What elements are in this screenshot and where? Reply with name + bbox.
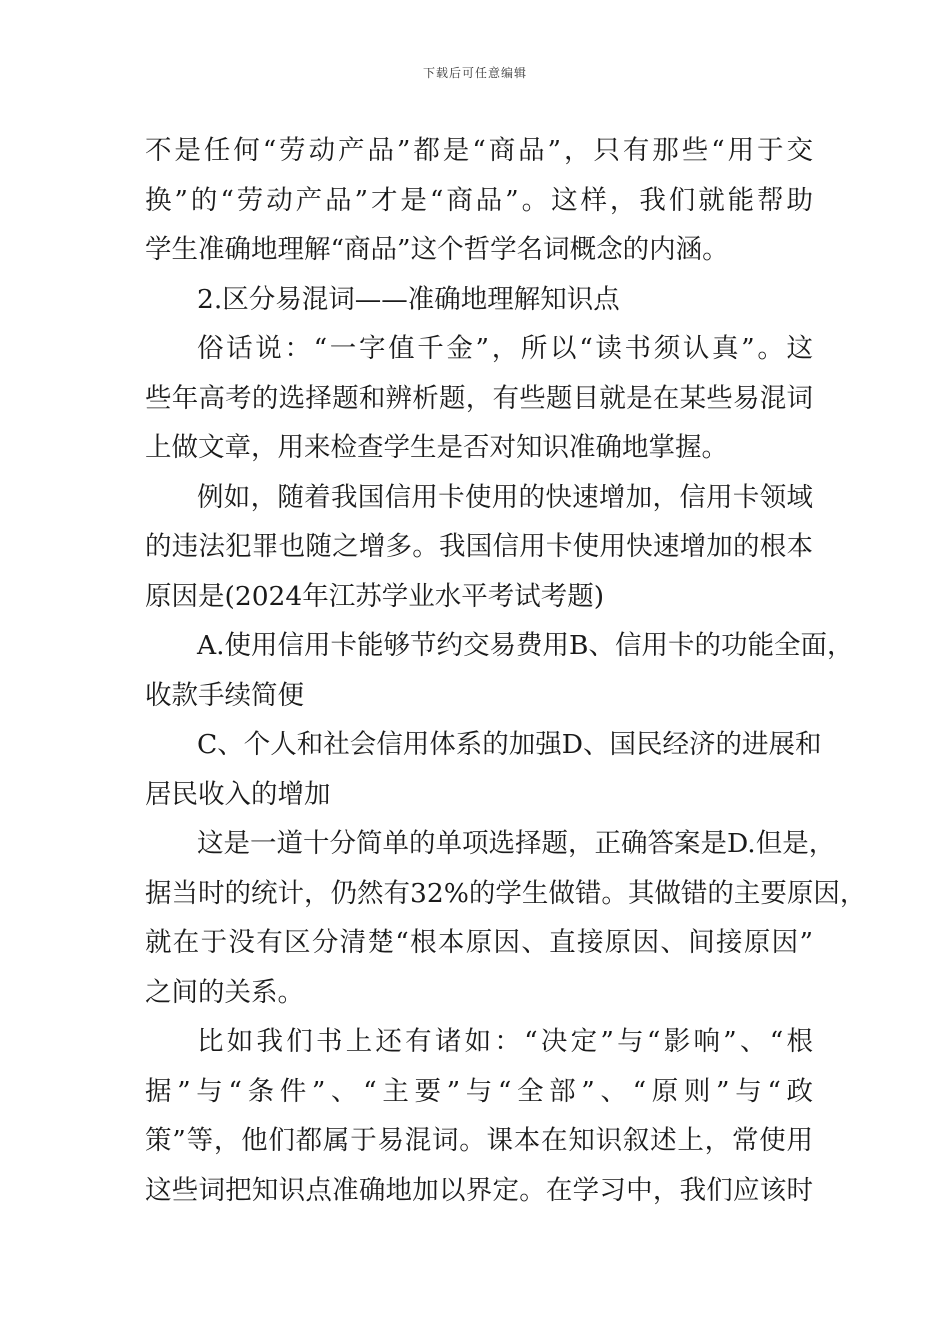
text-line: 不是任何“劳动产品”都是“商品”，只有那些“用于交 bbox=[145, 135, 813, 166]
text-line: 之间的关系。 bbox=[145, 976, 304, 1008]
text-line: 这是一道十分简单的单项选择题，正确答案是D.但是， bbox=[197, 828, 836, 859]
text-line: 的违法犯罪也随之增多。我国信用卡使用快速增加的根本 bbox=[145, 531, 813, 562]
option-line: A.使用信用卡能够节约交易费用B、信用卡的功能全面， bbox=[197, 630, 854, 661]
text-line: 策”等，他们都属于易混词。课本在知识叙述上，常使用 bbox=[145, 1125, 813, 1156]
text-line: 上做文章，用来检查学生是否对知识准确地掌握。 bbox=[145, 432, 728, 463]
option-line: 收款手续简便 bbox=[145, 679, 304, 711]
text-line: 换”的“劳动产品”才是“商品”。这样，我们就能帮助 bbox=[145, 184, 813, 216]
text-line: 比如我们书上还有诸如：“决定”与“影响”、“根 bbox=[197, 1026, 813, 1057]
text-line: 据”与“条件”、“主要”与“全部”、“原则”与“政 bbox=[145, 1075, 813, 1107]
text-line: 学生准确地理解“商品”这个哲学名词概念的内涵。 bbox=[145, 234, 729, 265]
text-line: 这些词把知识点准确地加以界定。在学习中，我们应该时 bbox=[145, 1174, 813, 1206]
text-line: 原因是(2024年江苏学业水平考试考题) bbox=[145, 580, 605, 612]
text-line: 俗话说：“一字值千金”，所以“读书须认真”。这 bbox=[197, 333, 813, 364]
document-body bbox=[145, 126, 867, 1215]
page-header: 下载后可任意编辑 bbox=[422, 66, 527, 80]
text-line: 些年高考的选择题和辨析题，有些题目就是在某些易混词 bbox=[145, 382, 813, 414]
option-line: C、个人和社会信用体系的加强D、国民经济的进展和 bbox=[197, 729, 822, 760]
text-line: 例如，随着我国信用卡使用的快速增加，信用卡领域 bbox=[197, 481, 813, 513]
text-line: 就在于没有区分清楚“根本原因、直接原因、间接原因” bbox=[145, 927, 813, 958]
text-line: 据当时的统计，仍然有32%的学生做错。其做错的主要原因， bbox=[145, 877, 867, 909]
option-line: 居民收入的增加 bbox=[145, 778, 331, 810]
section-heading: 2.区分易混词——准确地理解知识点 bbox=[197, 283, 620, 315]
